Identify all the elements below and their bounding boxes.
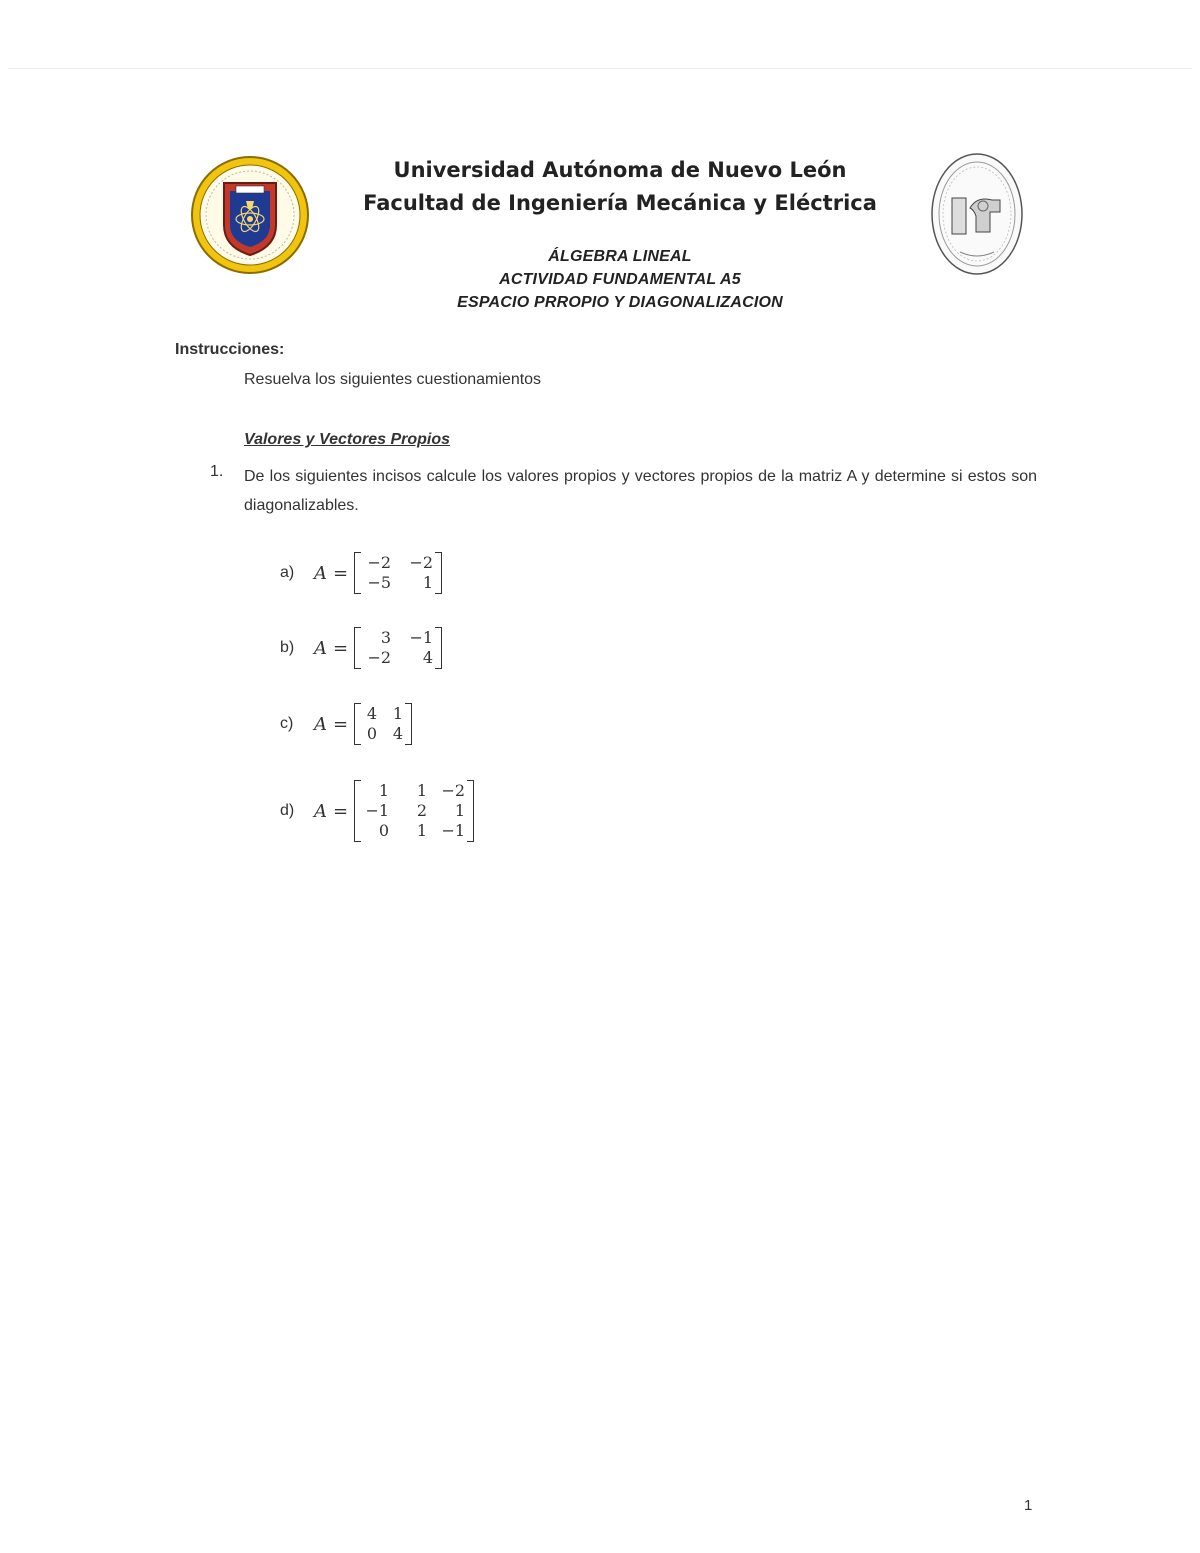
matrix-item-c: [280, 703, 412, 745]
matrix-item-b: [280, 627, 442, 669]
item-label: d): [280, 802, 295, 819]
equals-sign: =: [333, 637, 349, 659]
matrix-cell: 1: [392, 704, 404, 723]
matrix-cell: −1: [441, 821, 466, 840]
matrix-cell: 0: [366, 724, 378, 743]
matrix-item-a: [280, 552, 442, 594]
instructions-text: Resuelva los siguientes cuestionamientos: [244, 371, 542, 388]
equals-sign: =: [333, 713, 349, 735]
matrix-symbol: A: [314, 713, 327, 735]
course-title: ÁLGEBRA LINEAL: [548, 248, 692, 265]
matrix-cell: 1: [378, 781, 390, 800]
matrix-cell: 1: [416, 821, 428, 840]
matrix-cell: 4: [392, 724, 404, 743]
top-divider: [8, 68, 1192, 69]
matrix-cell: −5: [367, 573, 392, 592]
uanl-seal-logo: [190, 155, 310, 275]
matrix: [354, 552, 442, 594]
matrix-cell: 1: [422, 573, 434, 592]
section-title: Valores y Vectores Propios: [244, 431, 451, 448]
matrix-cell: −1: [409, 628, 434, 647]
question-text: De los siguientes incisos calcule los valores propios y vectores propios de la matriz A y determine si estos son diagonalizables.: [244, 468, 1037, 514]
matrix-symbol: A: [314, 637, 327, 659]
matrix-item-d: [280, 780, 474, 842]
topic-title: ESPACIO PRROPIO Y DIAGONALIZACION: [457, 294, 783, 311]
right-bracket: [405, 703, 412, 745]
matrix-cell: 4: [366, 704, 378, 723]
matrix-grid: [361, 552, 435, 594]
fime-seal-logo: [930, 152, 1025, 277]
instructions-label: Instrucciones:: [175, 341, 285, 358]
matrix: [354, 627, 442, 669]
equals-sign: =: [333, 562, 349, 584]
matrix-cell: 1: [416, 781, 428, 800]
item-label: c): [280, 715, 294, 732]
question-number: 1.: [210, 463, 224, 480]
matrix: [354, 780, 474, 842]
left-bracket: [354, 780, 361, 842]
faculty-name: Facultad de Ingeniería Mecánica y Eléctrica: [363, 191, 877, 215]
matrix-cell: −2: [367, 553, 392, 572]
matrix-symbol: A: [314, 800, 327, 822]
matrix-cell: 3: [380, 628, 392, 647]
matrix-cell: 0: [378, 821, 390, 840]
matrix-cell: −2: [441, 781, 466, 800]
matrix-cell: 1: [454, 801, 466, 820]
matrix-cell: −1: [365, 801, 390, 820]
item-label: b): [280, 639, 295, 656]
left-bracket: [354, 552, 361, 594]
matrix-cell: −2: [409, 553, 434, 572]
left-bracket: [354, 627, 361, 669]
matrix: [354, 703, 412, 745]
university-name: Universidad Autónoma de Nuevo León: [393, 158, 847, 182]
matrix-symbol: A: [314, 562, 327, 584]
matrix-grid: [361, 780, 467, 842]
left-bracket: [354, 703, 361, 745]
item-label: a): [280, 564, 295, 581]
matrix-grid: [361, 703, 405, 745]
right-bracket: [435, 552, 442, 594]
equals-sign: =: [333, 800, 349, 822]
matrix-grid: [361, 627, 435, 669]
matrix-cell: 4: [422, 648, 434, 667]
activity-title: ACTIVIDAD FUNDAMENTAL A5: [499, 271, 741, 288]
page-number: 1: [1024, 1497, 1033, 1514]
uanl-seal-icon: [190, 155, 310, 275]
right-bracket: [467, 780, 474, 842]
right-bracket: [435, 627, 442, 669]
fime-seal-icon: [930, 152, 1025, 277]
matrix-cell: 2: [416, 801, 428, 820]
matrix-cell: −2: [367, 648, 392, 667]
